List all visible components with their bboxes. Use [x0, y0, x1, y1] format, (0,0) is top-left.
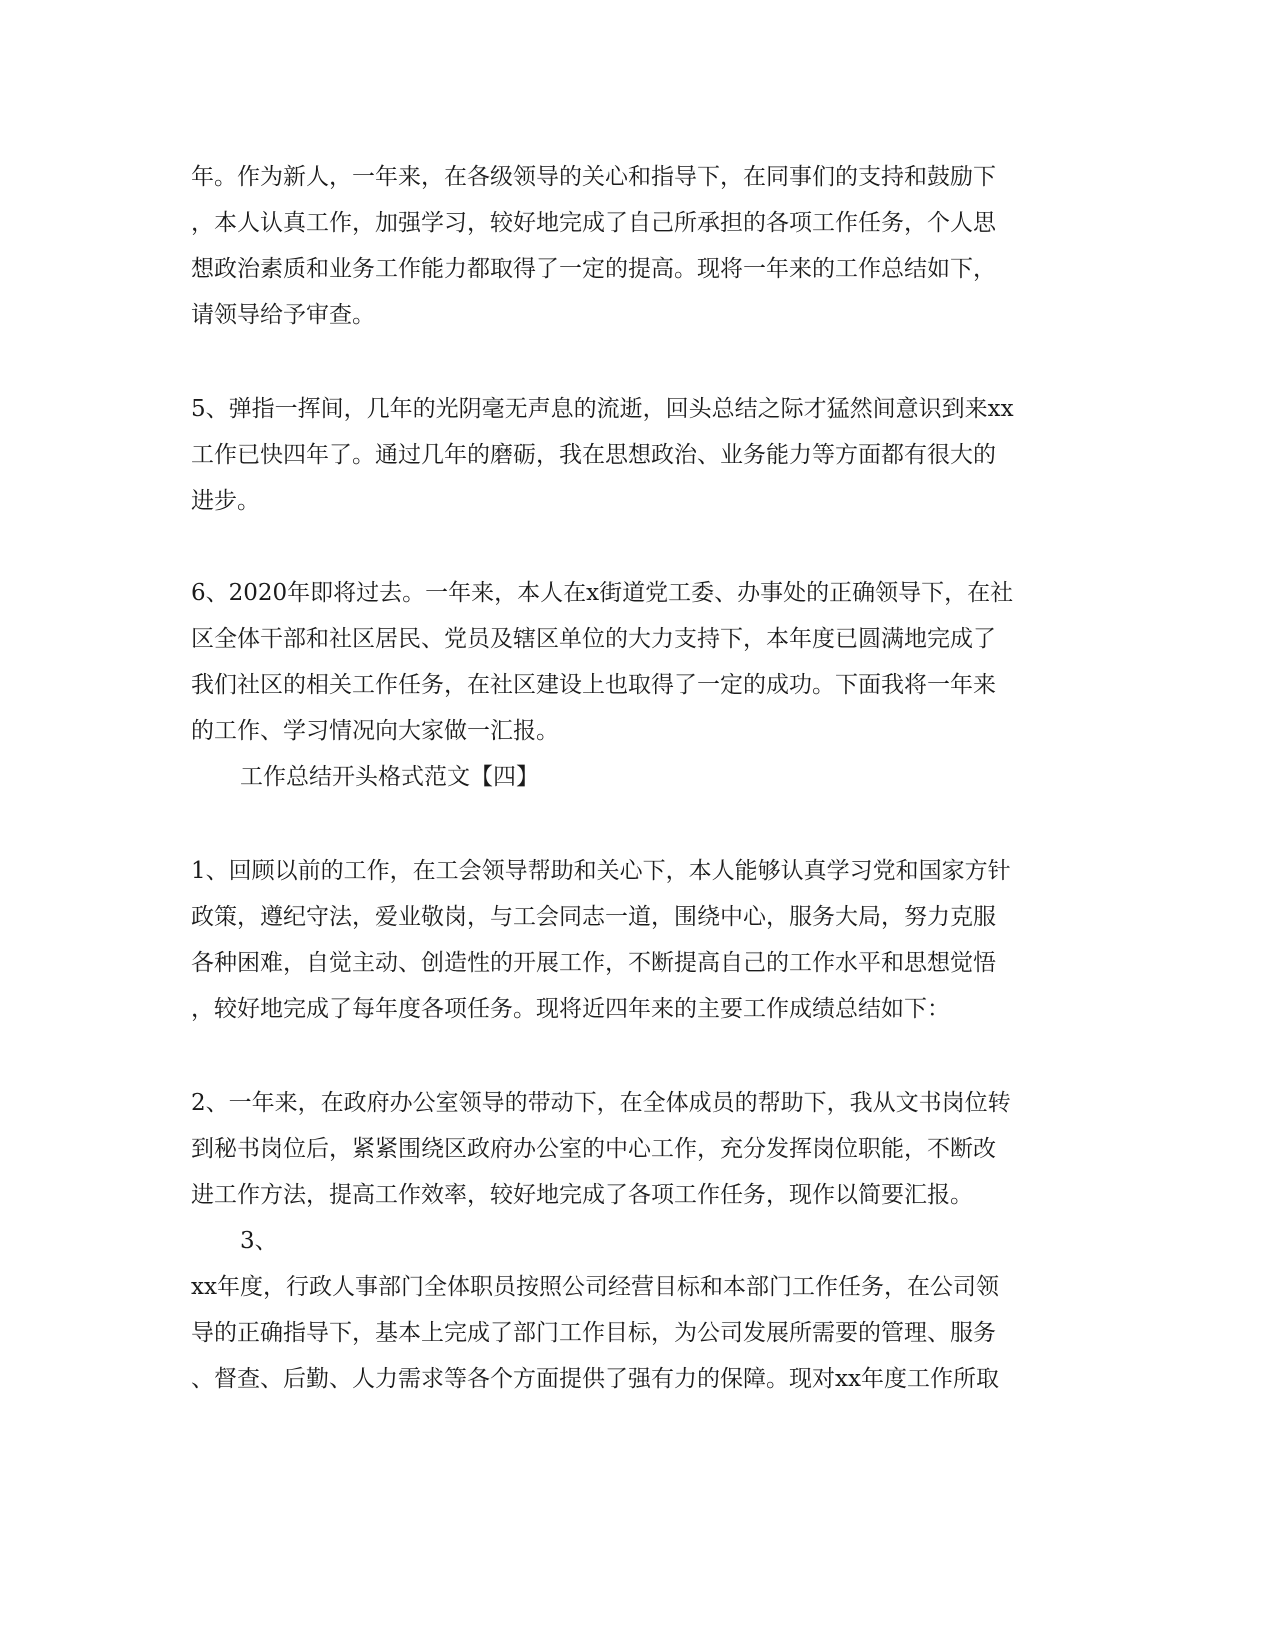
paragraph-line: 进工作方法，提高工作效率，较好地完成了各项工作任务，现作以简要汇报。	[191, 1182, 973, 1208]
paragraph-line: 5、弹指一挥间，几年的光阴毫无声息的流逝，回头总结之际才猛然间意识到来xx	[191, 396, 1014, 422]
paragraph-line: 3、	[240, 1228, 278, 1254]
paragraph-line: 区全体干部和社区居民、党员及辖区单位的大力支持下，本年度已圆满地完成了	[191, 626, 996, 652]
paragraph-line: 我们社区的相关工作任务，在社区建设上也取得了一定的成功。下面我将一年来	[191, 672, 996, 698]
paragraph-line: 各种困难，自觉主动、创造性的开展工作，不断提高自己的工作水平和思想觉悟	[191, 950, 996, 976]
paragraph-line: xx年度，行政人事部门全体职员按照公司经营目标和本部门工作任务，在公司领	[191, 1274, 999, 1300]
paragraph-line: ，本人认真工作，加强学习，较好地完成了自己所承担的各项工作任务，个人思	[191, 210, 996, 236]
paragraph-line: 政策，遵纪守法，爱业敬岗，与工会同志一道，围绕中心，服务大局，努力克服	[191, 904, 996, 930]
paragraph-line: ，较好地完成了每年度各项任务。现将近四年来的主要工作成绩总结如下：	[191, 996, 950, 1022]
paragraph-line: 想政治素质和业务工作能力都取得了一定的提高。现将一年来的工作总结如下，	[191, 256, 996, 282]
paragraph-line: 年。作为新人，一年来，在各级领导的关心和指导下，在同事们的支持和鼓励下	[191, 164, 996, 190]
paragraph-line: 1、回顾以前的工作，在工会领导帮助和关心下，本人能够认真学习党和国家方针	[191, 858, 1011, 884]
paragraph-line: 请领导给予审查。	[191, 302, 375, 328]
paragraph-line: 2、一年来，在政府办公室领导的带动下，在全体成员的帮助下，我从文书岗位转	[191, 1090, 1011, 1116]
paragraph-line: 进步。	[191, 488, 260, 514]
paragraph-line: 、督查、后勤、人力需求等各个方面提供了强有力的保障。现对xx年度工作所取	[191, 1366, 999, 1392]
section-heading: 工作总结开头格式范文【四】	[240, 764, 539, 790]
paragraph-line: 的工作、学习情况向大家做一汇报。	[191, 718, 559, 744]
paragraph-line: 6、2020年即将过去。一年来，本人在x街道党工委、办事处的正确领导下，在社	[191, 580, 1014, 606]
paragraph-line: 到秘书岗位后，紧紧围绕区政府办公室的中心工作，充分发挥岗位职能，不断改	[191, 1136, 996, 1162]
paragraph-line: 工作已快四年了。通过几年的磨砺，我在思想政治、业务能力等方面都有很大的	[191, 442, 996, 468]
paragraph-line: 导的正确指导下，基本上完成了部门工作目标，为公司发展所需要的管理、服务	[191, 1320, 996, 1346]
